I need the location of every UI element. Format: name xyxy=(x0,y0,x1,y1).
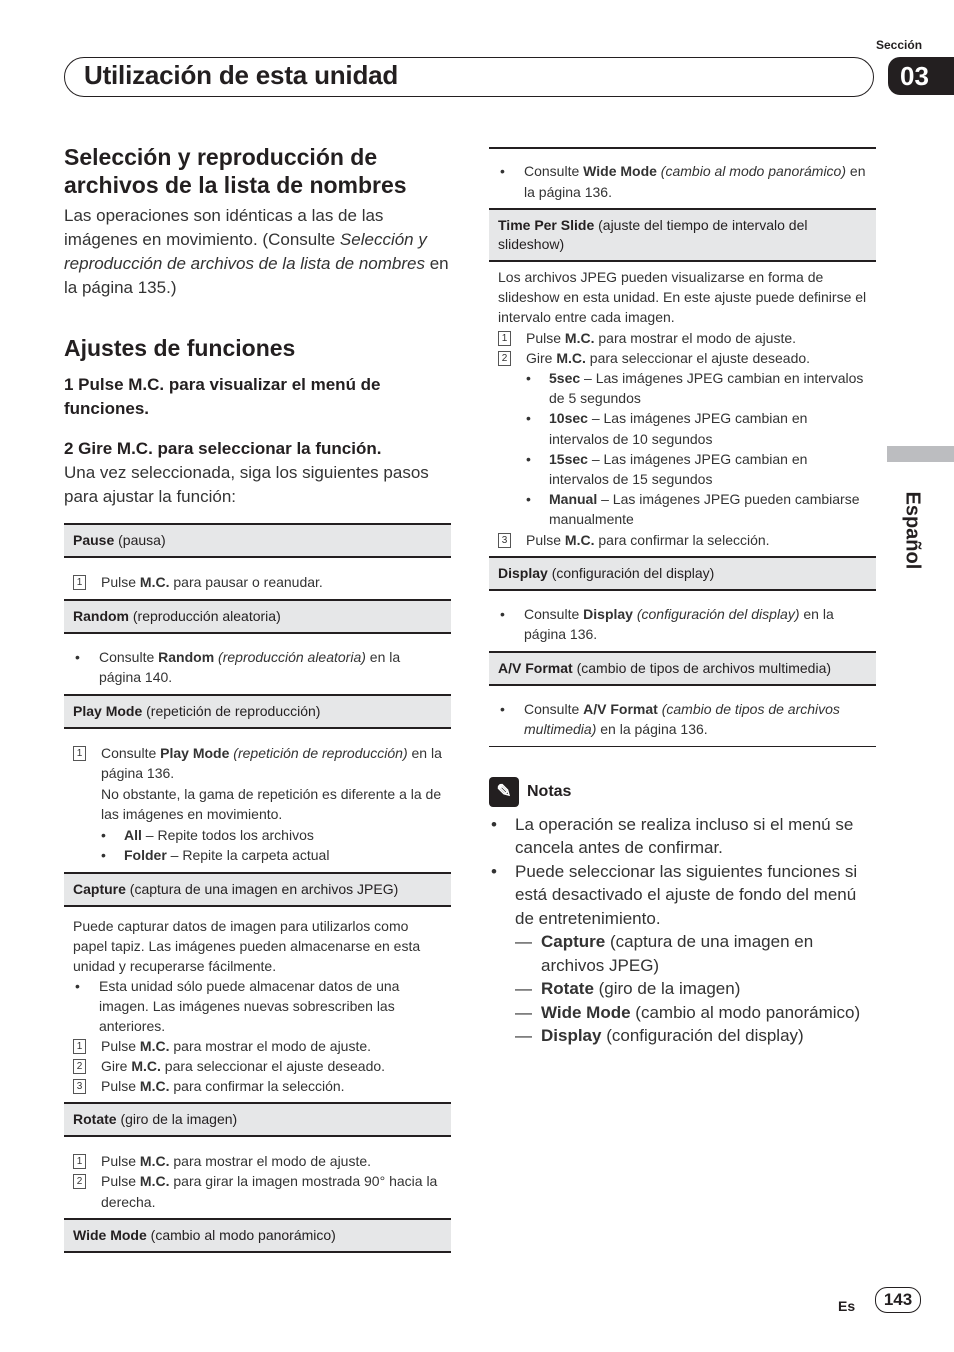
right-column xyxy=(489,147,876,1048)
table-row-wide-mode: Wide Mode (cambio al modo panorámico) xyxy=(64,1218,451,1253)
list-item: — Capture (captura de una imagen en archivos JPEG) xyxy=(515,932,814,975)
section-label: Sección xyxy=(876,38,923,52)
notes-list xyxy=(489,813,876,1048)
wide-mode-body: • Consulte Wide Mode (cambio al modo panorámico) en la página 136. xyxy=(500,163,866,200)
pencil-icon: ✎ xyxy=(489,777,519,807)
pause-body: 1 Pulse M.C. para pausar o reanudar. xyxy=(64,558,451,599)
intro-paragraph: Las operaciones son idénticas a las de las imágenes en movimiento. (Consulte Selección y reproducción de archivos de la lista de nombres en la página 135.) xyxy=(64,206,449,297)
step-2: 2 Gire M.C. para seleccionar la función. xyxy=(64,439,382,458)
function-table-left xyxy=(64,523,451,1253)
play-mode-body: 1 Consulte Play Mode (repetición de reproducción) en la página 136. No obstante, la gama de repetición es diferente a la de las imágenes en movimiento. • All – Repite todos los archivos • Folder – Repite la carpeta actual xyxy=(64,729,451,872)
section-number: 03 xyxy=(888,57,954,95)
table-row-time-per-slide: Time Per Slide (ajuste del tiempo de intervalo del slideshow) xyxy=(489,208,876,262)
list-item: — Rotate (giro de la imagen) xyxy=(515,979,741,999)
table-row-av-format: A/V Format (cambio de tipos de archivos multimedia) xyxy=(489,651,876,686)
list-item: • La operación se realiza incluso si el menú se cancela antes de confirmar. xyxy=(491,814,854,858)
step-2-text: Una vez seleccionada, siga los siguientes pasos para ajustar la función: xyxy=(64,463,429,506)
language-tab xyxy=(887,446,954,462)
list-item: — Display (configuración del display) xyxy=(515,1026,804,1046)
rotate-body: 1 Pulse M.C. para mostrar el modo de ajuste. 2 Pulse M.C. para girar la imagen mostrada 90° hacia la derecha. xyxy=(64,1137,451,1219)
table-row-display: Display (configuración del display) xyxy=(489,556,876,591)
random-body: • Consulte Random (reproducción aleatoria) en la página 140. xyxy=(75,648,401,685)
table-row-play-mode: Play Mode (repetición de reproducción) xyxy=(64,694,451,729)
heading-file-selection: Selección y reproducción de archivos de la lista de nombres xyxy=(64,144,407,198)
capture-body: Puede capturar datos de imagen para utilizarlos como papel tapiz. Las imágenes pueden almacenarse en esta unidad y recuperarse fácilmente. • Esta unidad sólo puede almacenar datos de una imagen. Las imágenes nuevas sobrescriben las anteriores. 1 Pulse M.C. para mostrar el modo de ajuste. 2 Gire M.C. para seleccionar el ajuste deseado. 3 Pulse M.C. para confirmar la selección. xyxy=(73,917,421,1094)
display-body: • Consulte Display (configuración del display) en la página 136. xyxy=(500,605,834,643)
av-format-body: • Consulte A/V Format (cambio de tipos de archivos multimedia) en la página 136. xyxy=(489,686,876,747)
list-item: — Wide Mode (cambio al modo panorámico) xyxy=(515,1002,861,1022)
footer-language: Es xyxy=(838,1298,856,1314)
table-row-random: Random (reproducción aleatoria) xyxy=(64,599,451,634)
page-number: 143 xyxy=(875,1287,921,1313)
table-row-capture: Capture (captura de una imagen en archivos JPEG) xyxy=(64,872,451,907)
table-row-rotate: Rotate (giro de la imagen) xyxy=(64,1102,451,1137)
step-1: 1 Pulse M.C. para visualizar el menú de funciones. xyxy=(64,375,381,418)
language-label: Español xyxy=(901,491,924,570)
time-per-slide-body: Los archivos JPEG pueden visualizarse en forma de slideshow en esta unidad. En este ajuste puede definirse el intervalo entre cada imagen. 1 Pulse M.C. para mostrar el modo de ajuste. 2 Gire M.C. para seleccionar el ajuste deseado. • 5sec – Las imágenes JPEG cambian en intervalos de 5 segundos • 10sec – Las imágenes JPEG cambian en intervalos de 10 segundos • 15sec – Las imágenes JPEG cambian en intervalos de 15 segundos • Manual – Las imágenes JPEG pueden cambiarse manualmente 3 Pulse M.C. para confirmar la selección. xyxy=(498,269,867,548)
table-row-pause: Pause (pausa) xyxy=(64,523,451,558)
notes-heading: ✎ Notas xyxy=(489,777,876,807)
left-column xyxy=(64,143,451,1253)
heading-function-settings: Ajustes de funciones xyxy=(64,335,296,361)
list-item: • Puede seleccionar las siguientes funciones si está desactivado el ajuste de fondo del menú de entretenimiento. xyxy=(491,861,858,928)
page-title: Utilización de esta unidad xyxy=(84,60,399,90)
